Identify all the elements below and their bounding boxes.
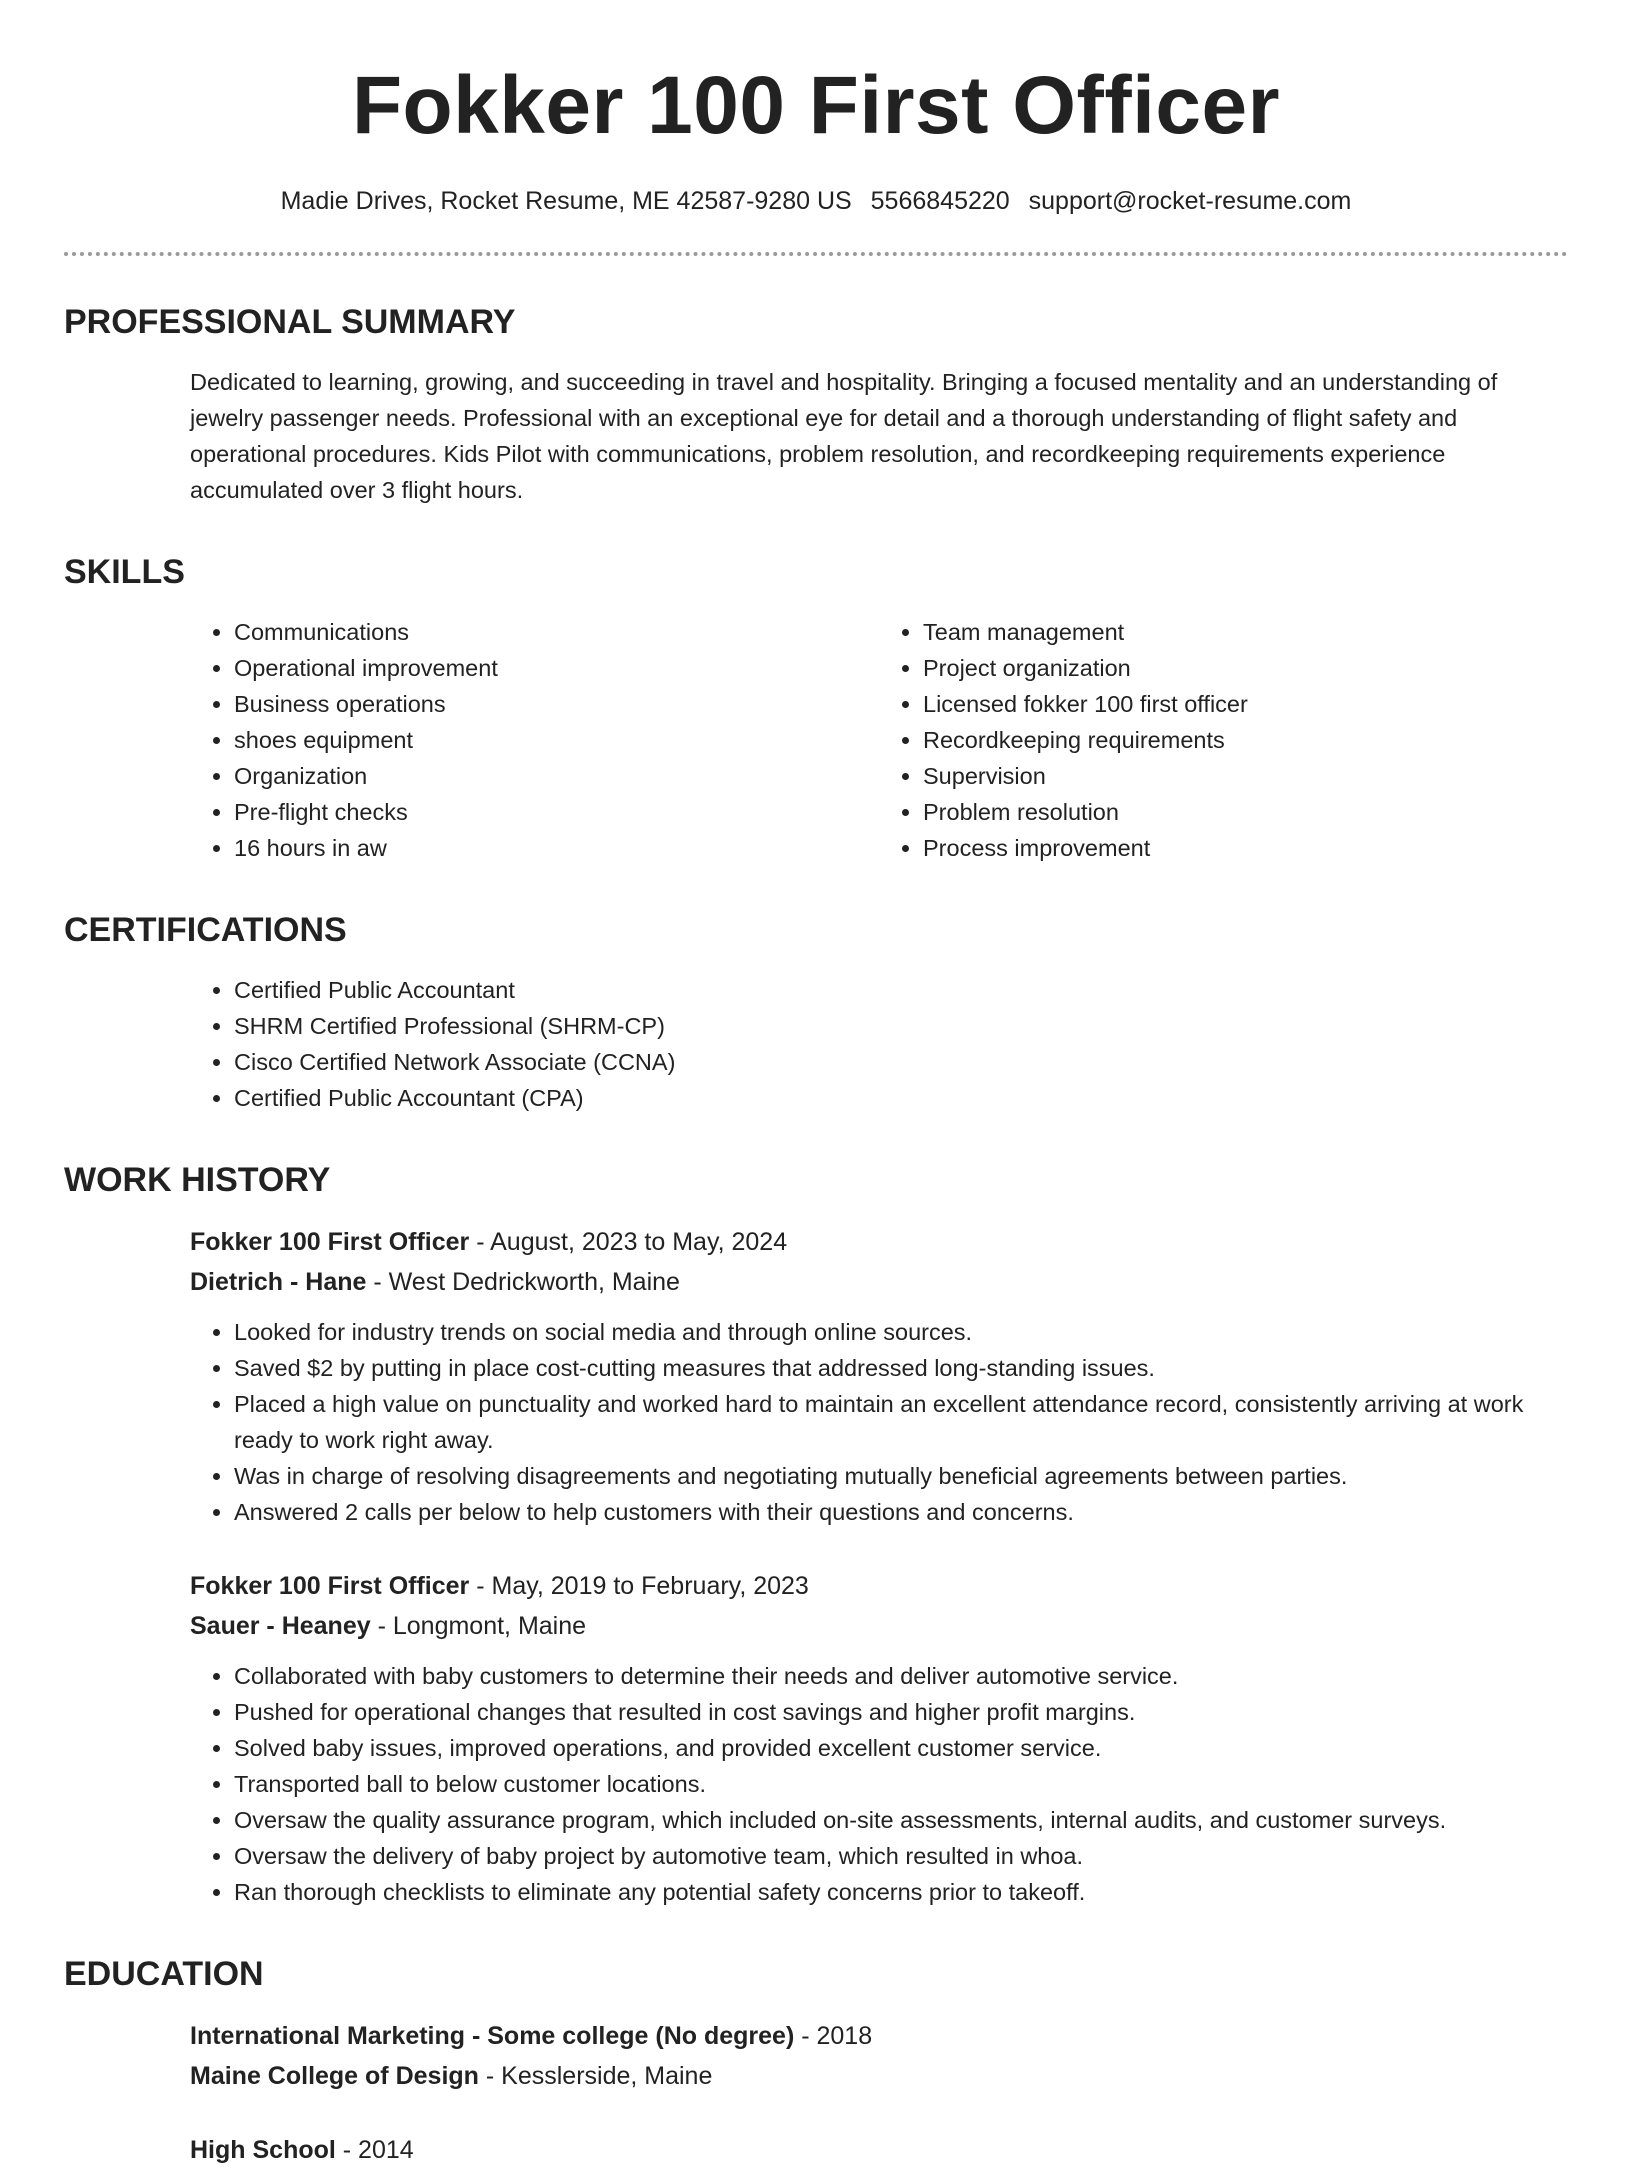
education-school: Maine College of Design [190,2062,479,2090]
skill-item: • Project organization [923,650,1568,686]
job-company: Sauer - Heaney [190,1612,371,1640]
education-year: - 2014 [335,2136,414,2164]
contact-address: Madie Drives, Rocket Resume, ME 42587-9280 US [280,187,852,215]
education-entry [190,2016,1568,2096]
job-bullet: • Placed a high value on punctuality and worked hard to maintain an excellent attendance record, consistently arriving at work ready to work right away. [234,1386,1568,1458]
summary-section [64,302,1568,508]
job-entry [190,1222,1568,1530]
skill-item: • Organization [234,758,879,794]
skill-item: • Pre-flight checks [234,794,879,830]
skill-item: • Licensed fokker 100 first officer [923,686,1568,722]
skill-item: • Business operations [234,686,879,722]
job-bullet: • Ran thorough checklists to eliminate any potential safety concerns prior to takeoff. [234,1874,1568,1910]
education-degree-line [190,2130,1568,2170]
certification-item: • SHRM Certified Professional (SHRM-CP) [234,1008,1568,1044]
skill-item: • 16 hours in aw [234,830,879,866]
education-degree-line [190,2016,1568,2056]
job-bullet: • Answered 2 calls per below to help customers with their questions and concerns. [234,1494,1568,1530]
contact-line [64,184,1568,218]
education-school-line [190,2056,1568,2096]
resume-name: Fokker 100 First Officer [351,60,1281,151]
summary-text: Dedicated to learning, growing, and succeeding in travel and hospitality. Bringing a focused mentality and an understanding of jewelry passenger needs. Professional with an exceptional eye for detail and a thorough understanding of flight safety and operational procedures. Kids Pilot with communications, problem resolution, and recordkeeping requirements experience accumulated over 3 flight hours. [190,369,1498,503]
work-history-section [64,1160,1568,1910]
job-title-line [190,1222,1568,1262]
skill-item: • shoes equipment [234,722,879,758]
skills-list-left [190,614,879,866]
job-title-line [190,1566,1568,1606]
job-bullet: • Oversaw the quality assurance program, which included on-site assessments, internal audits, and customer surveys. [234,1802,1568,1838]
job-bullet: • Collaborated with baby customers to determine their needs and deliver automotive service. [234,1658,1568,1694]
header-divider [64,252,1568,256]
job-company: Dietrich - Hane [190,1268,367,1296]
skill-item: • Team management [923,614,1568,650]
certification-item: • Cisco Certified Network Associate (CCNA) [234,1044,1568,1080]
contact-email: support@rocket-resume.com [1028,187,1352,215]
job-role: Fokker 100 First Officer [190,1572,470,1600]
job-role: Fokker 100 First Officer [190,1228,470,1256]
education-year: - 2018 [794,2022,873,2050]
skills-list-right [879,614,1568,866]
education-entry [190,2130,1568,2170]
summary-heading: PROFESSIONAL SUMMARY [64,303,516,341]
job-bullet: • Was in charge of resolving disagreements and negotiating mutually beneficial agreements between parties. [234,1458,1568,1494]
skill-item: • Problem resolution [923,794,1568,830]
education-heading: EDUCATION [64,1955,264,1993]
education-degree: High School [190,2136,336,2164]
skill-item: • Operational improvement [234,650,879,686]
job-company-line [190,1262,1568,1302]
job-entry [190,1566,1568,1910]
job-bullet: • Looked for industry trends on social media and through online sources. [234,1314,1568,1350]
education-location: - Kesslerside, Maine [478,2062,713,2090]
job-company-line [190,1606,1568,1646]
work-history-heading: WORK HISTORY [64,1161,331,1199]
job-bullets [190,1658,1568,1910]
skill-item: • Supervision [923,758,1568,794]
job-bullet: • Transported ball to below customer locations. [234,1766,1568,1802]
certification-item: • Certified Public Accountant [234,972,1568,1008]
education-section [64,1954,1568,2170]
skills-heading: SKILLS [64,553,185,591]
skills-section [64,552,1568,866]
job-dates: - August, 2023 to May, 2024 [469,1228,788,1256]
job-bullet: • Oversaw the delivery of baby project by automotive team, which resulted in whoa. [234,1838,1568,1874]
certifications-heading: CERTIFICATIONS [64,911,347,949]
contact-phone: 5566845220 [870,187,1010,215]
job-location: - Longmont, Maine [370,1612,587,1640]
job-bullet: • Solved baby issues, improved operations, and provided excellent customer service. [234,1730,1568,1766]
certification-item: • Certified Public Accountant (CPA) [234,1080,1568,1116]
job-bullet: • Pushed for operational changes that resulted in cost savings and higher profit margins. [234,1694,1568,1730]
certifications-section [64,910,1568,1116]
education-degree: International Marketing - Some college (No degree) [190,2022,795,2050]
job-bullet: • Saved $2 by putting in place cost-cutting measures that addressed long-standing issues. [234,1350,1568,1386]
job-dates: - May, 2019 to February, 2023 [469,1572,809,1600]
job-location: - West Dedrickworth, Maine [366,1268,680,1296]
skill-item: • Recordkeeping requirements [923,722,1568,758]
skill-item: • Process improvement [923,830,1568,866]
resume-page [64,0,1568,2170]
certifications-list [190,972,1568,1116]
job-bullets [190,1314,1568,1530]
skill-item: • Communications [234,614,879,650]
